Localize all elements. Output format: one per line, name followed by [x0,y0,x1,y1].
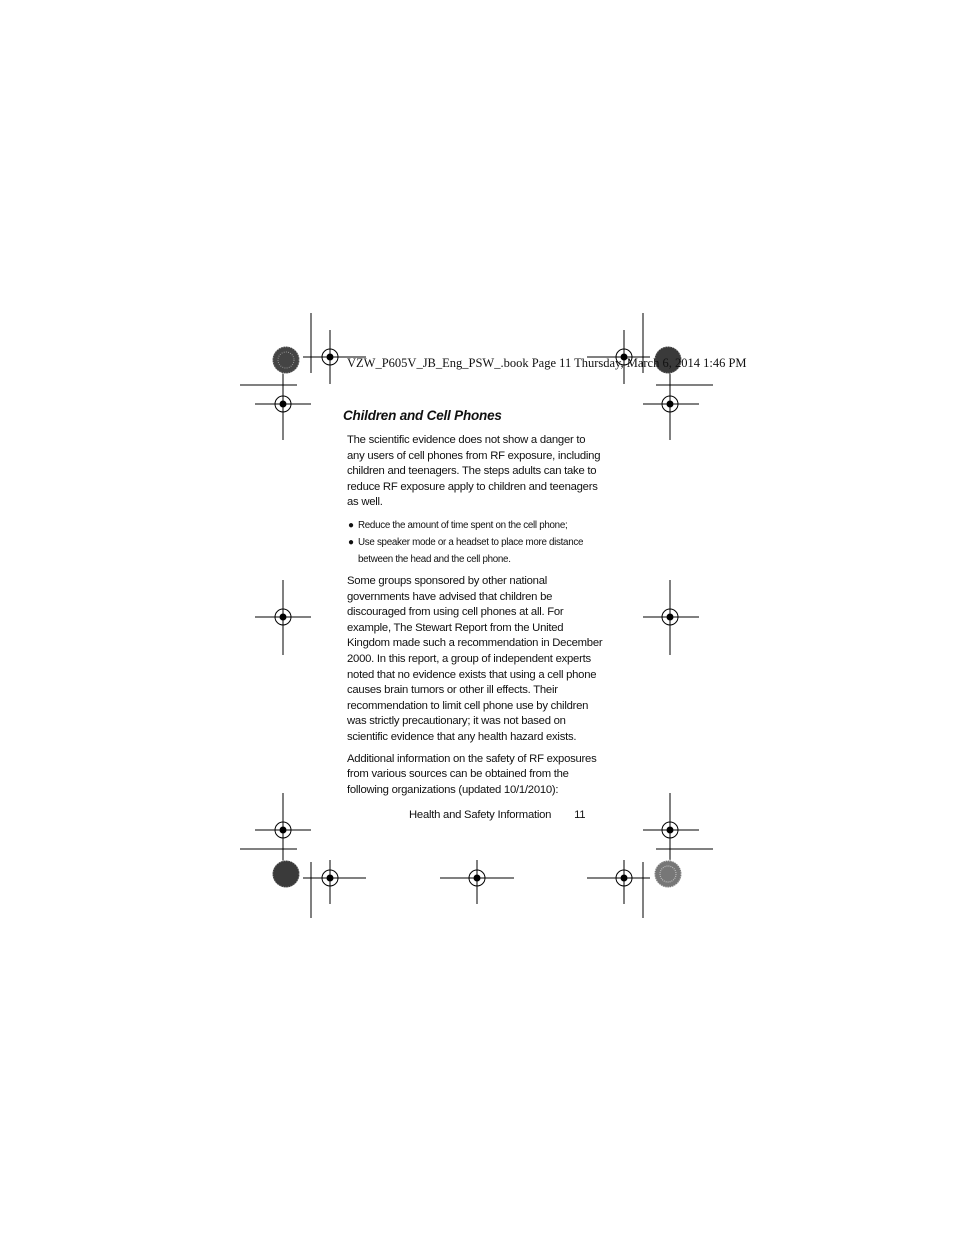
list-item [347,534,605,568]
footer-section-name: Health and Safety Information [409,809,552,821]
print-slug: VZW_P605V_JB_Eng_PSW_.book Page 11 Thursday, March 6, 2014 1:46 PM [347,356,747,370]
page-footer [409,809,585,821]
bullet-text: Use speaker mode or a headset to place more distance between the head and the cell phone. [358,536,584,565]
body-paragraph: Additional information on the safety of RF exposures from various sources can be obtained from the following organizations (updated 10/1/2010): [347,752,597,796]
page-content [343,408,605,804]
section-title: Children and Cell Phones [343,408,502,423]
intro-paragraph: The scientific evidence does not show a danger to any users of cell phones from RF exposure, including children and teenagers. The steps adults can take to reduce RF exposure apply to children and teenagers as well. [347,434,601,509]
bullet-list [347,517,605,568]
bullet-icon: ● [348,536,354,548]
bullet-icon: ● [348,519,354,531]
bullet-text: Reduce the amount of time spent on the cell phone; [358,519,568,531]
body-paragraph: Some groups sponsored by other national governments have advised that children be discouraged from using cell phones at all. For example, The Stewart Report from the United Kingdom made such a recommendation in December 2000. In this report, a group of independent experts noted that no evidence exists that using a cell phone causes brain tumors or other ill effects. Their recommendation to limit cell phone use by children was strictly precautionary; it was not based on scientific evidence that any health hazard exists. [347,574,603,743]
list-item [347,517,605,534]
page-number: 11 [574,809,586,821]
